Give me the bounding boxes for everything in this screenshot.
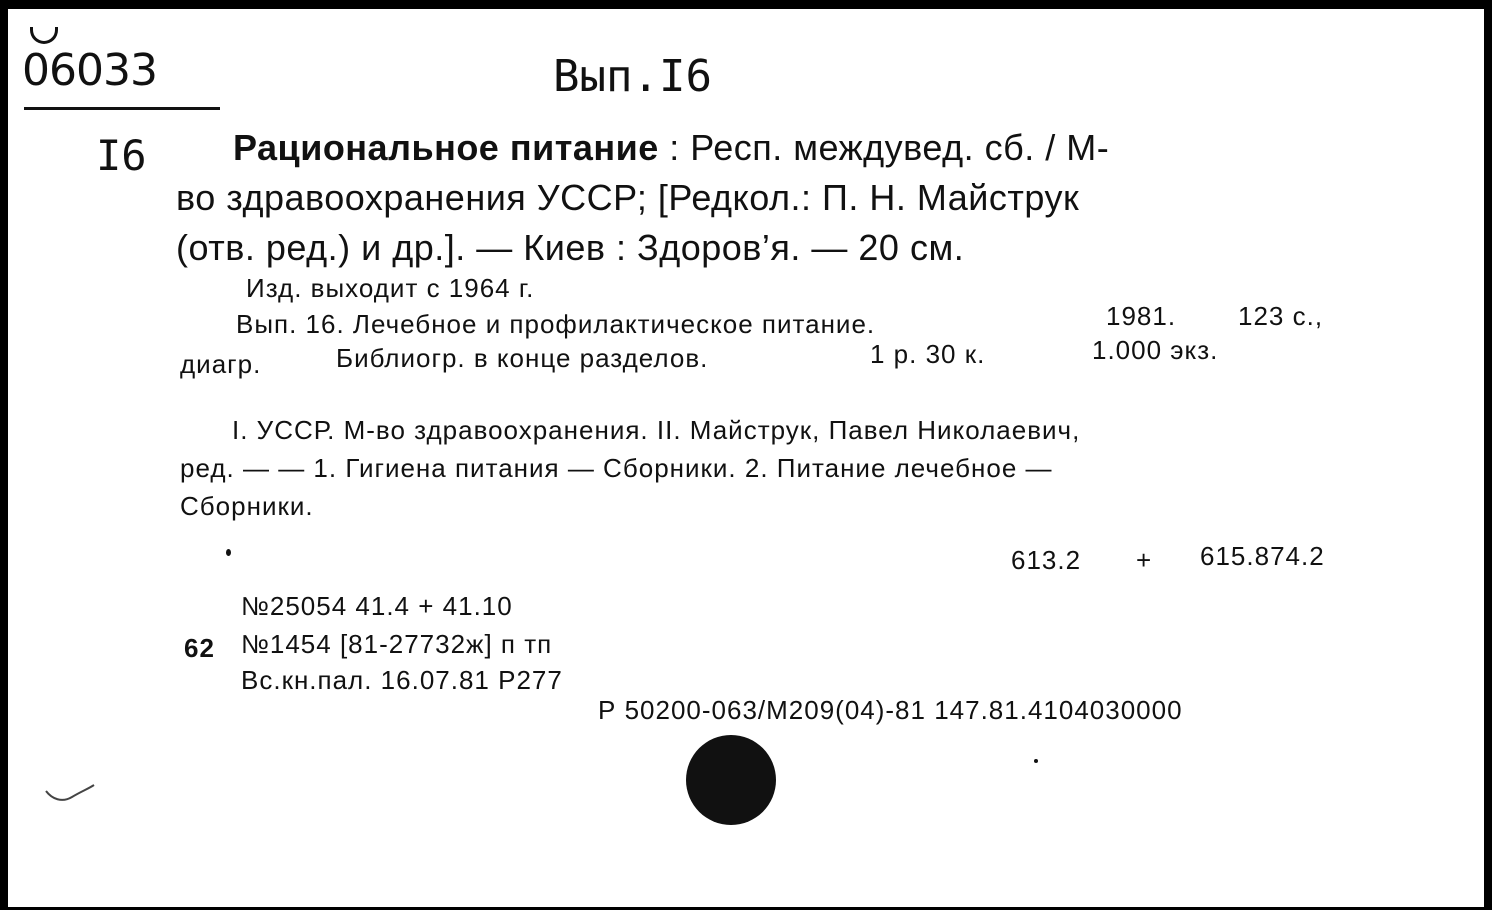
inventory-number: 06033 bbox=[22, 45, 157, 96]
title-line-1 bbox=[233, 127, 1109, 169]
note-issue-title: Вып. 16. Лечебное и профилактическое питание. bbox=[236, 309, 876, 339]
reference-line-4: Р 50200-063/М209(04)-81 147.81.4104030000 bbox=[598, 695, 1183, 725]
reference-margin-number: 62 bbox=[184, 633, 215, 663]
classification-plus: + bbox=[1136, 545, 1153, 575]
title-line-3: (отв. ред.) и др.]. — Киев : Здоров’я. — 20 см. bbox=[176, 227, 965, 268]
tracing-line-2: ред. — — 1. Гигиена питания — Сборники. 2. Питание лечебное — bbox=[180, 453, 1053, 483]
note-diagrams: диагр. bbox=[180, 349, 262, 379]
note-price: 1 р. 30 к. bbox=[870, 339, 986, 369]
speck-mark-2 bbox=[1034, 759, 1038, 763]
issue-heading: Вып.I6 bbox=[553, 51, 712, 102]
title-line-1-rest: : Респ. междувед. сб. / М- bbox=[658, 127, 1110, 168]
pencil-squiggle-icon bbox=[42, 781, 102, 811]
reference-line-1: №25054 41.4 + 41.10 bbox=[241, 591, 513, 621]
reference-line-3: Вс.кн.пал. 16.07.81 Р277 bbox=[241, 665, 563, 695]
catalog-card bbox=[8, 9, 1484, 907]
note-year: 1981. bbox=[1106, 301, 1177, 331]
note-print-run: 1.000 экз. bbox=[1092, 335, 1219, 365]
note-publication-start: Изд. выходит с 1964 г. bbox=[246, 273, 535, 303]
reference-line-2: №1454 [81-27732ж] п тп bbox=[241, 629, 553, 659]
handwritten-check-mark bbox=[30, 27, 58, 44]
tracing-line-1: I. УССР. М-во здравоохранения. II. Майструк, Павел Николаевич, bbox=[232, 415, 1081, 445]
note-pages: 123 с., bbox=[1238, 301, 1324, 331]
speck-mark bbox=[226, 549, 231, 556]
inventory-underline bbox=[24, 107, 220, 110]
note-bibliography: Библиогр. в конце разделов. bbox=[336, 343, 709, 373]
classification-left: 613.2 bbox=[1011, 545, 1082, 575]
punch-hole bbox=[686, 735, 776, 825]
shelf-mark: I6 bbox=[96, 131, 147, 180]
tracing-line-3: Сборники. bbox=[180, 491, 314, 521]
title-line-2: во здравоохранения УССР; [Редкол.: П. Н. Майструк bbox=[176, 177, 1080, 218]
classification-right: 615.874.2 bbox=[1200, 541, 1325, 571]
title-bold: Рациональное питание bbox=[233, 127, 659, 168]
